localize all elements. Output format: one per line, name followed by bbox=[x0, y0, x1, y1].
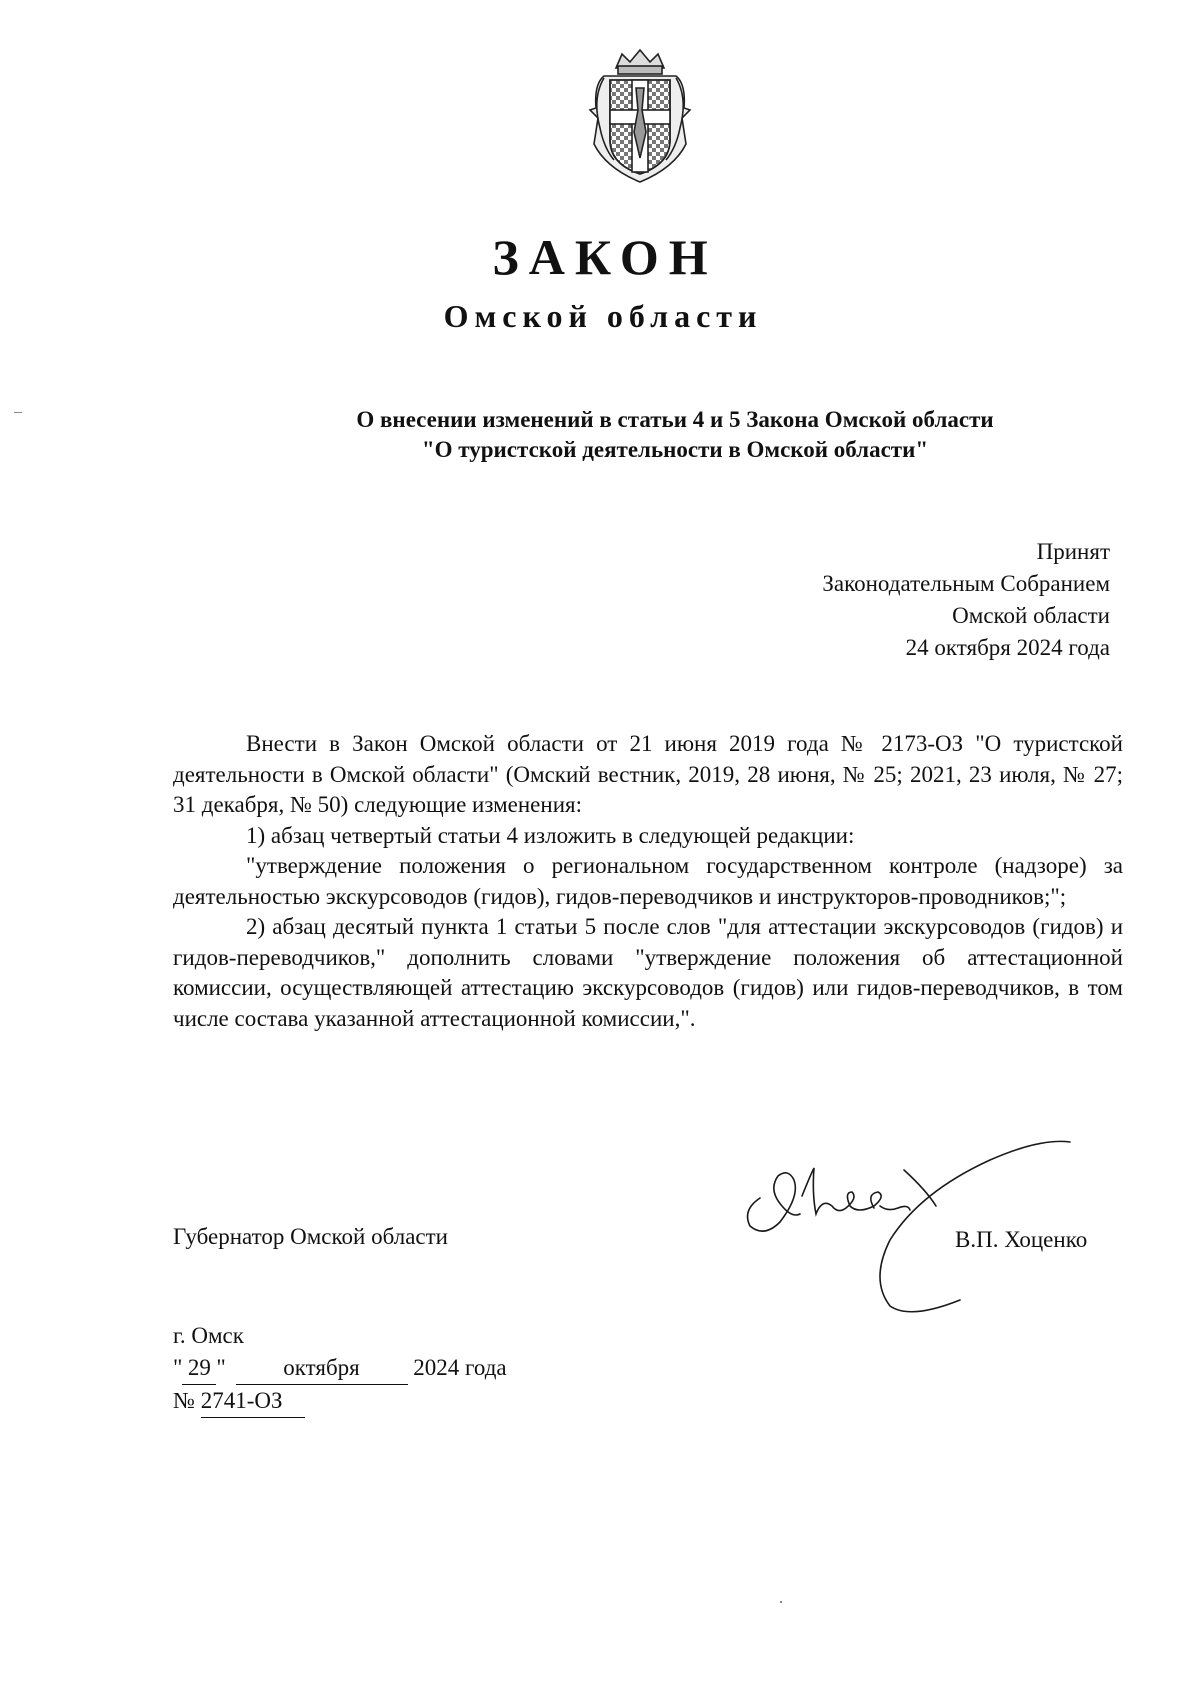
adoption-line-2: Законодательным Собранием bbox=[822, 571, 1110, 596]
law-number: 2741-ОЗ bbox=[201, 1385, 305, 1418]
adoption-line-3: Омской области bbox=[952, 603, 1110, 628]
law-subject bbox=[150, 405, 1200, 465]
date-close-quote: " bbox=[216, 1355, 226, 1380]
date-month: октября bbox=[236, 1352, 408, 1385]
number-sign: № bbox=[173, 1388, 195, 1413]
signing-date bbox=[173, 1352, 507, 1385]
law-title: ЗАКОН bbox=[492, 229, 718, 285]
signing-place: г. Омск bbox=[173, 1323, 244, 1348]
date-day: 29 bbox=[182, 1352, 216, 1385]
handwritten-signature bbox=[740, 1110, 1120, 1320]
scan-speck bbox=[780, 1601, 782, 1603]
law-body bbox=[173, 729, 1123, 1034]
law-region: Омской области bbox=[443, 298, 763, 334]
body-paragraph-4: 2) абзац десятый пункта 1 статьи 5 после слов "для аттестации экскурсоводов (гидов) и гидов-переводчиков," дополнить словами "утверждение положения об аттестационной комиссии, осуществляющей аттестацию экскурсоводов (гидов) или гидов-переводчиков, в том числе состава указанной аттестационной комиссии,". bbox=[173, 914, 1123, 1031]
body-paragraph-2: 1) абзац четвертый статьи 4 изложить в следующей редакции: bbox=[246, 822, 855, 848]
body-paragraph-3: "утверждение положения о региональном государственном контроле (надзоре) за деятельностью экскурсоводов (гидов), гидов-переводчиков и инструкторов-проводников;"; bbox=[173, 853, 1123, 909]
date-year: 2024 года bbox=[413, 1355, 507, 1380]
adoption-block bbox=[822, 536, 1110, 664]
signer-name: В.П. Хоценко bbox=[955, 1227, 1088, 1252]
date-open-quote: " bbox=[173, 1355, 183, 1380]
signer-position: Губернатор Омской области bbox=[173, 1224, 448, 1249]
law-number-line bbox=[173, 1385, 305, 1418]
adoption-line-4: 24 октября 2024 года bbox=[905, 635, 1110, 660]
scan-speck bbox=[14, 412, 22, 413]
coat-of-arms-emblem bbox=[584, 48, 696, 188]
body-paragraph-1: Внести в Закон Омской области от 21 июня 2019 года № 2173-ОЗ "О туристской деятельности в Омской области" (Омский вестник, 2019, 28 июня, № 25; 2021, 23 июля, № 27; 31 декабря, № 50) следующие изменения: bbox=[173, 731, 1123, 817]
law-subject-line-1: О внесении изменений в статьи 4 и 5 Закона Омской области bbox=[356, 407, 994, 432]
law-subject-line-2: "О туристской деятельности в Омской области" bbox=[421, 437, 929, 462]
adoption-line-1: Принят bbox=[1036, 539, 1110, 564]
